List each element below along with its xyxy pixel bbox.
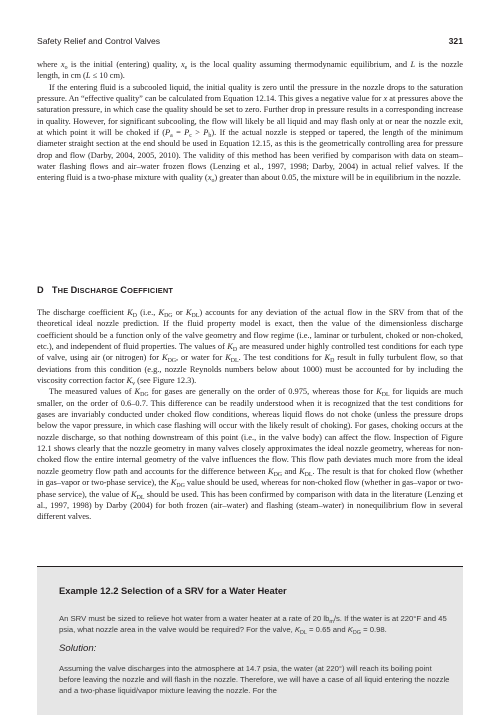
paragraph: If the entering fluid is a subcooled liquid, the initial quality is zero until the pressure in the nozzle drops to the saturation pressure. An “effective quality” can be calculated from Equation 12.14. This gives a negative value for x at pressures above the saturation pressure, in which case the quality should be set to zero. Further drop in pressure results in a corresponding increase in quality. However, for significant subcooling, the flow will likely be all liquid and may flash only at or near the nozzle exit, at which point it will be choked if $(P_a = P_c > P_b)$. If the actual nozzle is stepped or tapered, the length of the minimum diameter straight section at the end should be used in Equation 12.15, as this is the geometrically controlling area for pressure drop and flow (Darby, 2004, 2005, 2010). The validity of this method has been verified by comparison with data on steam–water flashing flows and air–water frozen flows (Lenzing et al., 1997, 1998; Darby, 2004) in actual relief valves. If the entering fluid is a two-phase mixture with quality $(x_o)$ greater than about 0.05, the mixture will be in equilibrium in the nozzle. — [37, 82, 463, 185]
example-box — [37, 566, 463, 715]
solution-text: Assuming the valve discharges into the atmosphere at 14.7 psia, the water (at 220°) will reach its boiling point before leaving the nozzle and will flash in the nozzle. Therefore, we will have a case of all liquid entering the nozzle and a two-phase liquid/vapor mixture leaving the nozzle. For the — [59, 664, 450, 695]
section-heading: D THE DISCHARGE COEFFICIENT — [37, 285, 174, 295]
paragraph: The discharge coefficient $K_D$ (i.e., $K_{DG}$ or $K_{DL}$) accounts for any deviation of the actual flow in the SRV from that of the theoretical ideal nozzle prediction. If the fluid property model is exact, then the value of the dimensionless discharge coefficient should be a function only of the valve geometry and flow regime (i.e., laminar or turbulent, choked or non-choked, etc.), and independent of fluid properties. The values of $K_D$ are measured under highly controlled test conditions for each type of valve, using air (or nitrogen) for $K_{DG}$, or water for $K_{DL}$. The test conditions for $K_D$ result in fully turbulent flow, so that deviations from this condition (e.g., nozzle Reynolds numbers below about 1000) must be accounted for by including the viscosity correction factor $K_v$ (see Figure 12.3). — [37, 308, 463, 388]
body-text-top — [37, 59, 463, 184]
page-number: 321 — [448, 36, 463, 46]
body-text-section-d — [37, 307, 463, 523]
section-letter: D — [37, 285, 44, 295]
example-title: Example 12.2 Selection of a SRV for a Water Heater — [59, 585, 287, 596]
paragraph: The measured values of $K_{DG}$ for gases are generally on the order of 0.975, whereas those for $K_{DL}$ for liquids are much smaller, on the order of 0.6–0.7. This difference can be readily understood when it is recognized that the test conditions for gases are invariably conducted under choked flow conditions, whereas liquid flows do not choke (unless the pressure drops below the vapor pressure, in which case flashing will occur with the likely result of choking). For gases, choking occurs at the nozzle discharge, so that nothing downstream of this point (i.e., in the valve body) can affect the flow. Inspection of Figure 12.1 shows clearly that the nozzle geometry in many valves closely approximates the ideal nozzle geometry, whereas for non-choked flow the entire internal geometry of the valve influences the flow. This flow path deviates much more from the ideal nozzle geometry flow path and accounts for the difference between $K_{DG}$ and $K_{DL}$. The result is that for choked flow (whether in gas–vapor or two-phase service), the $K_{DG}$ value should be used, whereas for non-choked flow (whether in gas–vapor or two-phase service), the value of $K_{DL}$ should be used. This has been confirmed by comparison with data in the literature (Lenzing et al., 1997, 1998) by Darby (2004) for both frozen (air–water) and flashing (steam–water) in nonequilibrium flow in several different valves. — [37, 387, 464, 522]
running-header — [37, 36, 463, 46]
solution-label: Solution: — [59, 643, 97, 654]
paragraph: where $x_o$ is the initial (entering) quality, $x_e$ is the local quality assuming thermodynamic equilibrium, and L is the nozzle length, in cm (L ≤ 10 cm). — [37, 60, 463, 81]
running-title: Safety Relief and Control Valves — [37, 36, 161, 46]
example-problem-text: An SRV must be sized to relieve hot water from a water heater at a rate of 20 $lb_m/s$. If the water is at 220°F and 45 psia, what nozzle area in the valve would be required? For the valve, $K_{DL} = 0.65$ and $K_{DG} = 0.98$. — [59, 614, 447, 636]
